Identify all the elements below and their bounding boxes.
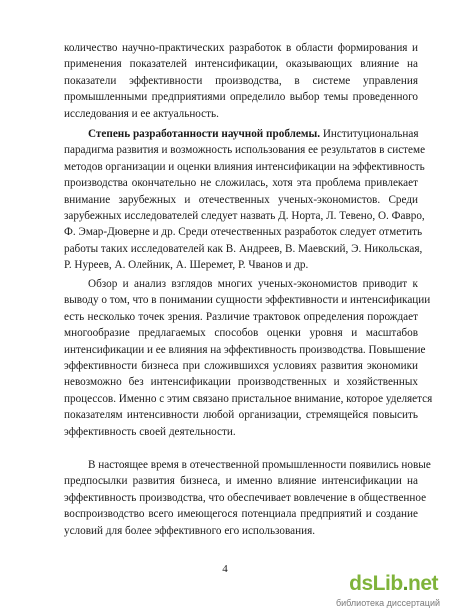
page-number: 4 bbox=[222, 563, 228, 575]
text-line: показатели эффективности производства, в системе управления bbox=[64, 74, 418, 87]
text-line: внимание зарубежных и отечественных ученых-экономистов. Среди bbox=[64, 193, 418, 206]
paragraph-3 bbox=[64, 276, 433, 440]
text-line: эффективность производства, что обеспечивает вовлечение в общественное bbox=[64, 491, 427, 504]
text-line: исследования и ее актуальность. bbox=[64, 107, 219, 120]
text-line: условий для более эффективного его использования. bbox=[64, 524, 316, 537]
text-line: производства окончательно не сложилась, хотя эта проблема привлекает bbox=[64, 177, 418, 190]
text-line: В настоящее время в отечественной промышленности появились новые bbox=[88, 459, 431, 471]
watermark bbox=[312, 572, 442, 612]
text-line: невозможно без интенсификации производственных и хозяйственных bbox=[64, 376, 418, 389]
text-line bbox=[64, 126, 418, 142]
text-line: воспроизводство всего имеющегося потенциала предприятий и создание bbox=[64, 508, 418, 521]
text-line: Обзор и анализ взглядов многих ученых-экономистов приводит к bbox=[88, 278, 418, 290]
text-line: методов организации и оценки влияния интенсификации на эффективность bbox=[64, 160, 425, 173]
text-line: предпосылки развития бизнеса, и именно влияние интенсификации на bbox=[64, 475, 418, 488]
text-line: количество научно-практических разработок в области формирования и bbox=[64, 42, 418, 54]
section-heading: Степень разработанности научной проблемы. bbox=[88, 128, 321, 140]
text-line: промышленными предприятиями определило выбор темы проведенного bbox=[64, 91, 418, 104]
text-line: Р. Нуреев, А. Олейник, А. Шеремет, Р. Чванов и др. bbox=[64, 259, 309, 272]
text-line: интенсификации и ее влияния на эффективность производства. Повышение bbox=[64, 343, 426, 356]
text-line: эффективности бизнеса при сложившихся условиях развития экономики bbox=[64, 360, 418, 373]
text-line: применения показателей интенсификации, оказывающих влияние на bbox=[64, 58, 418, 71]
text-line: выводу о том, что в понимании сущности эффективности и интенсификации bbox=[64, 294, 431, 307]
watermark-logo-main: dsLib bbox=[349, 572, 403, 595]
watermark-tagline: библиотека диссертаций bbox=[335, 598, 440, 608]
paragraph-2 bbox=[64, 126, 426, 274]
text-line: Ф. Эмар-Дюверне и др. Среди отечественных разработок следует отметить bbox=[64, 226, 423, 239]
watermark-logo-tld: net bbox=[408, 572, 438, 595]
text-line: есть несколько точек зрения. Различие трактовок определения порождает bbox=[64, 310, 418, 323]
watermark-logo bbox=[349, 572, 438, 596]
text-line: многообразие предлагаемых способов оценки уровня и масштабов bbox=[64, 327, 418, 340]
watermark-logo-dot: . bbox=[402, 572, 408, 595]
text-line: процессов. Именно с этим связано пристальное внимание, которое уделяется bbox=[64, 392, 433, 405]
text-line: работы таких исследователей как В. Андреев, В. Маевский, Э. Никольская, bbox=[64, 242, 423, 255]
text-line: эффективность своей деятельности. bbox=[64, 425, 236, 438]
paragraph-4 bbox=[64, 457, 431, 539]
text-line: парадигма развития и возможность использования ее результатов в системе bbox=[64, 144, 426, 157]
text-line: зарубежных исследователей следует назвать Д. Норта, Л. Тевено, О. Фавро, bbox=[64, 210, 425, 223]
text-line: показателям интенсивности любой организации, стремящейся повысить bbox=[64, 409, 418, 422]
heading-continuation: Институциональная bbox=[320, 128, 419, 140]
paragraph-1 bbox=[64, 40, 418, 122]
